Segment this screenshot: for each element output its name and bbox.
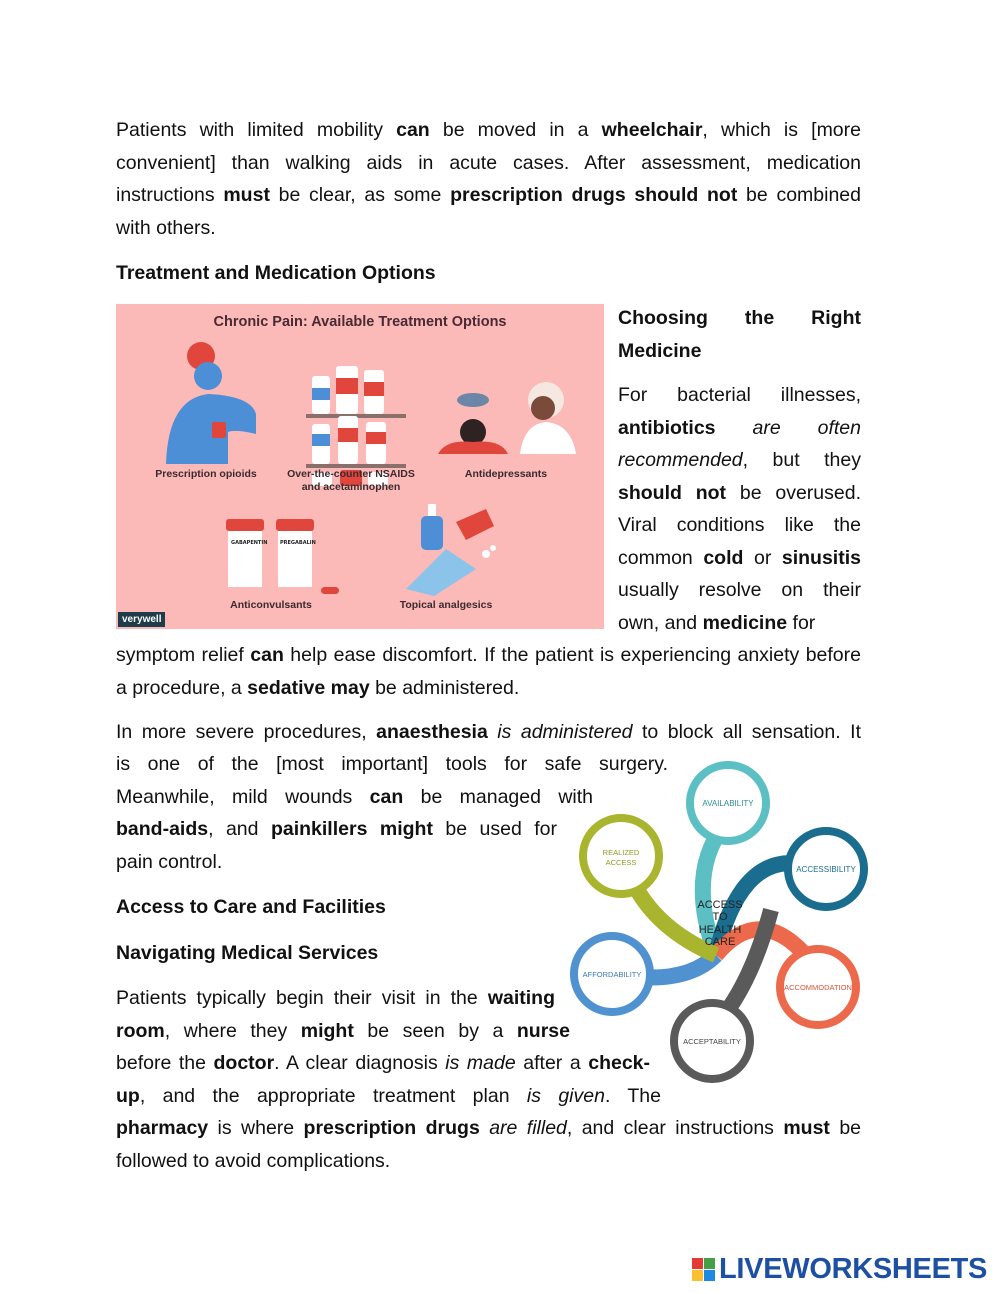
bottle-label-2: PREGABALIN [280,540,316,546]
logo-text: LIVEWORKSHEETS [719,1252,988,1285]
node-affordability [574,936,650,1012]
side-column [618,302,861,639]
heading-choosing-medicine: Choosing the Right Medicine [618,307,861,362]
svg-text:HEALTH: HEALTH [698,924,742,936]
visit-line-5: pharmacy is where prescription drugs are filled, and clear instructions must be followed to avoid complications. [116,1117,862,1172]
node-accessibility [788,831,864,907]
svg-text:ACCESS: ACCESS [697,899,743,911]
svg-text:CARE: CARE [704,936,736,948]
severe-line-2: is one of the [most important] tools for safe surgery. [116,753,668,775]
treatment-image-title: Chronic Pain: Available Treatment Options [213,314,507,330]
svg-text:ACCESS: ACCESS [605,858,637,867]
label-otc: Over-the-counter NSAIDS and acetaminophen [287,468,415,493]
bottle-label-1: GABAPENTIN [231,540,268,546]
svg-text:ACCOMMODATION: ACCOMMODATION [784,983,852,992]
severe-line-1: In more severe procedures, anaesthesia is administered to block all sensation. It [116,721,861,743]
side-paragraph: For bacterial illnesses, antibiotics are often recommended, but they should not be overused. Viral conditions like the common cold or sinusitis usually resolve on their own, and medicine for [618,384,861,634]
node-availability [690,765,766,841]
svg-text:REALIZED: REALIZED [602,848,640,857]
node-acceptability [674,1003,750,1079]
label-topical: Topical analgesics [399,599,493,611]
severe-line-4: band-aids, and painkillers might be used for [116,818,558,840]
visit-line-3: before the doctor. A clear diagnosis is made after a check- [116,1052,651,1074]
treatment-options-image [116,304,604,629]
svg-text:TO: TO [712,911,728,923]
access-health-care-diagram [566,755,876,1090]
continuation-paragraph: symptom relief can help ease discomfort. If the patient is experiencing anxiety before a procedure, a sedative may be administered. [116,644,861,699]
visit-line-2: room, where they might be seen by a nurse [116,1020,570,1042]
node-accommodation [780,949,856,1025]
label-anticonvulsants: Anticonvulsants [230,599,312,611]
logo-blocks-icon [692,1258,715,1281]
node-realized-access [583,818,659,894]
severe-line-5: pain control. [116,851,223,873]
bottle-labels [116,304,604,629]
label-antidepressants: Antidepressants [464,468,548,480]
label-opioids: Prescription opioids [155,468,257,480]
svg-text:AFFORDABILITY: AFFORDABILITY [582,970,642,979]
heading-navigating: Navigating Medical Services [116,942,379,964]
severe-line-3: Meanwhile, mild wounds can be managed with [116,786,593,808]
visit-line-1: Patients typically begin their visit in the waiting [116,987,555,1009]
visit-line-4: up, and the appropriate treatment plan is given. The [116,1085,661,1107]
intro-paragraph: Patients with limited mobility can be moved in a wheelchair, which is [more convenient] than walking aids in acute cases. After assessment, medication instructions must be clear, as some prescription drugs should not be combined with others. [116,119,861,239]
heading-access: Access to Care and Facilities [116,896,386,918]
svg-text:ACCEPTABILITY: ACCEPTABILITY [683,1037,741,1046]
svg-text:ACCESSIBILITY: ACCESSIBILITY [796,865,856,874]
svg-text:AVAILABILITY: AVAILABILITY [702,799,754,808]
liveworksheets-logo [692,1252,987,1286]
heading-treatment: Treatment and Medication Options [116,262,436,284]
verywell-logo: verywell [118,612,165,627]
